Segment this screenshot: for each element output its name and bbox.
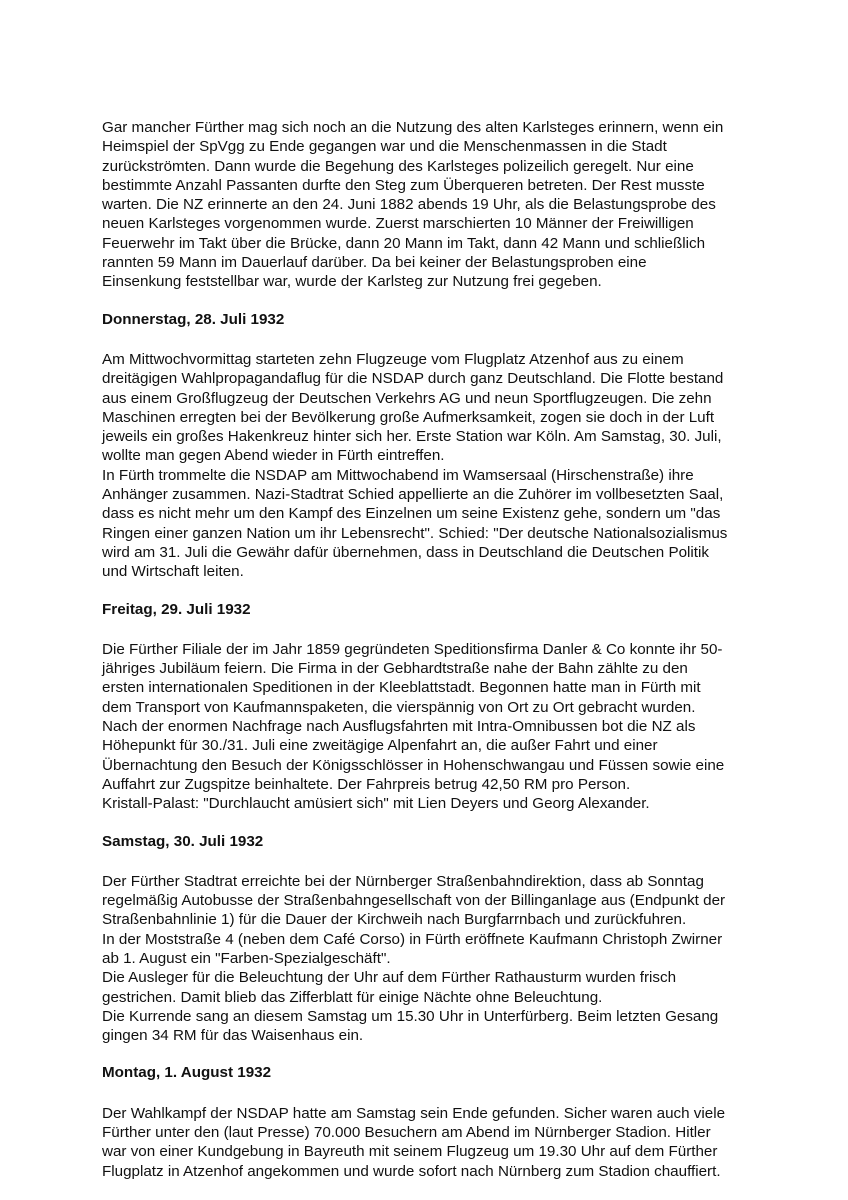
text-line: regelmäßig Autobusse der Straßenbahngesellschaft von der Billinganlage aus (Endpunkt der: [102, 892, 726, 910]
text-line: ersten internationalen Speditionen in der Kleeblattstadt. Begonnen hatte man in Fürth mit: [102, 679, 701, 697]
text-line: und Wirtschaft leiten.: [102, 563, 244, 581]
text-line: Der Fürther Stadtrat erreichte bei der Nürnberger Straßenbahndirektion, dass ab Sonntag: [102, 872, 704, 890]
section-paragraph: [102, 640, 752, 814]
text-line: Anhänger zusammen. Nazi-Stadtrat Schied appellierte an die Zuhörer im vollbesetzten Saal,: [102, 486, 724, 504]
text-line: aus einem Großflugzeug der Deutschen Verkehrs AG und neun Sportflugzeugen. Die zehn: [102, 389, 712, 407]
section-heading: Samstag, 30. Juli 1932: [102, 832, 264, 850]
text-line: Nach der enormen Nachfrage nach Ausflugsfahrten mit Intra-Omnibussen bot die NZ als: [102, 718, 696, 736]
text-line: Höhepunkt für 30./31. Juli eine zweitägige Alpenfahrt an, die außer Fahrt und einer: [102, 737, 658, 755]
text-line: wollte man gegen Abend wieder in Fürth eintreffen.: [102, 447, 445, 465]
text-line: dem Transport von Kaufmannspaketen, die vierspännig von Ort zu Ort gebracht wurden.: [102, 698, 696, 716]
text-line: Die Ausleger für die Beleuchtung der Uhr auf dem Fürther Rathausturm wurden frisch: [102, 969, 677, 987]
text-line: In Fürth trommelte die NSDAP am Mittwochabend im Wamsersaal (Hirschenstraße) ihre: [102, 466, 694, 484]
text-line: Maschinen erregten bei der Bevölkerung große Aufmerksamkeit, zogen sie doch in der Luft: [102, 408, 715, 426]
section-heading: Montag, 1. August 1932: [102, 1064, 272, 1082]
text-line: Auffahrt zur Zugspitze beinhaltete. Der Fahrpreis betrug 42,50 RM pro Person.: [102, 775, 631, 793]
text-line: neuen Karlsteges vorgenommen wurde. Zuerst marschierten 10 Männer der Freiwilligen: [102, 215, 694, 233]
text-line: Kristall-Palast: "Durchlaucht amüsiert sich" mit Lien Deyers und Georg Alexander.: [102, 795, 650, 813]
document-page: [102, 118, 752, 1199]
text-line: Fürther unter den (laut Presse) 70.000 Besuchern am Abend im Nürnberger Stadion. Hitler: [102, 1124, 711, 1142]
text-line: Flugplatz in Atzenhof angekommen und wurde sofort nach Nürnberg zum Stadion chauffiert.: [102, 1162, 721, 1180]
text-line: dass es nicht mehr um den Kampf des Einzelnen um seine Existenz gehe, sondern um "das: [102, 505, 721, 523]
text-line: jeweils ein großes Hakenkreuz hinter sich her. Erste Station war Köln. Am Samstag, 30. Juli,: [102, 428, 722, 446]
section-heading: Donnerstag, 28. Juli 1932: [102, 310, 285, 328]
section-paragraph: [102, 872, 752, 1046]
text-line: gingen 34 RM für das Waisenhaus ein.: [102, 1027, 364, 1045]
section-paragraph: [102, 1104, 752, 1181]
text-line: Gar mancher Fürther mag sich noch an die Nutzung des alten Karlsteges erinnern, wenn ein: [102, 119, 724, 136]
text-line: warten. Die NZ erinnerte an den 24. Juni 1882 abends 19 Uhr, als die Belastungsprobe des: [102, 196, 716, 214]
text-line: Straßenbahnlinie 1) für die Dauer der Kirchweih nach Burgfarrnbach und zurückfuhren.: [102, 911, 687, 929]
text-line: Übernachtung den Besuch der Königsschlösser in Hohenschwangau und Füssen sowie eine: [102, 756, 725, 774]
text-line: jähriges Jubiläum feiern. Die Firma in der Gebhardtstraße nahe der Bahn zählte zu den: [102, 660, 688, 678]
section-paragraph: [102, 350, 752, 582]
text-line: Der Wahlkampf der NSDAP hatte am Samstag sein Ende gefunden. Sicher waren auch viele: [102, 1104, 726, 1122]
text-line: Am Mittwochvormittag starteten zehn Flugzeuge vom Flugplatz Atzenhof aus zu einem: [102, 350, 684, 368]
section-heading: Freitag, 29. Juli 1932: [102, 600, 251, 618]
text-line: Ringen einer ganzen Nation um ihr Lebensrecht". Schied: "Der deutsche Nationalsozialismus: [102, 524, 728, 542]
text-line: Heimspiel der SpVgg zu Ende gegangen war und die Menschenmassen in die Stadt: [102, 138, 667, 156]
text-line: ab 1. August ein "Farben-Spezialgeschäft".: [102, 949, 391, 967]
text-line: wird am 31. Juli die Gewähr dafür übernehmen, dass in Deutschland die Deutschen Politik: [102, 543, 709, 561]
text-line: rannten 59 Mann im Dauerlauf darüber. Da bei keiner der Belastungsproben eine: [102, 254, 647, 272]
text-line: Einsenkung feststellbar war, wurde der Karlsteg zur Nutzung frei gegeben.: [102, 273, 602, 291]
text-line: zurückströmten. Dann wurde die Begehung des Karlsteges polizeilich geregelt. Nur eine: [102, 157, 694, 175]
intro-paragraph: [102, 118, 752, 292]
text-line: In der Moststraße 4 (neben dem Café Corso) in Fürth eröffnete Kaufmann Christoph Zwirner: [102, 930, 723, 948]
text-line: dreitägigen Wahlpropagandaflug für die NSDAP durch ganz Deutschland. Die Flotte bestand: [102, 370, 724, 388]
text-line: Feuerwehr im Takt über die Brücke, dann 20 Mann im Takt, dann 42 Mann und schließlich: [102, 234, 706, 252]
text-line: gestrichen. Damit blieb das Zifferblatt für einige Nächte ohne Beleuchtung.: [102, 988, 603, 1006]
text-line: Die Fürther Filiale der im Jahr 1859 gegründeten Speditionsfirma Danler & Co konnte ihr 50-: [102, 640, 723, 658]
text-line: bestimmte Anzahl Passanten durfte den Steg zum Überqueren betreten. Der Rest musste: [102, 176, 705, 194]
text-line: Die Kurrende sang an diesem Samstag um 15.30 Uhr in Unterfürberg. Beim letzten Gesang: [102, 1007, 719, 1025]
text-line: war von einer Kundgebung in Bayreuth mit seinem Flugzeug um 19.30 Uhr auf dem Fürther: [102, 1143, 718, 1161]
